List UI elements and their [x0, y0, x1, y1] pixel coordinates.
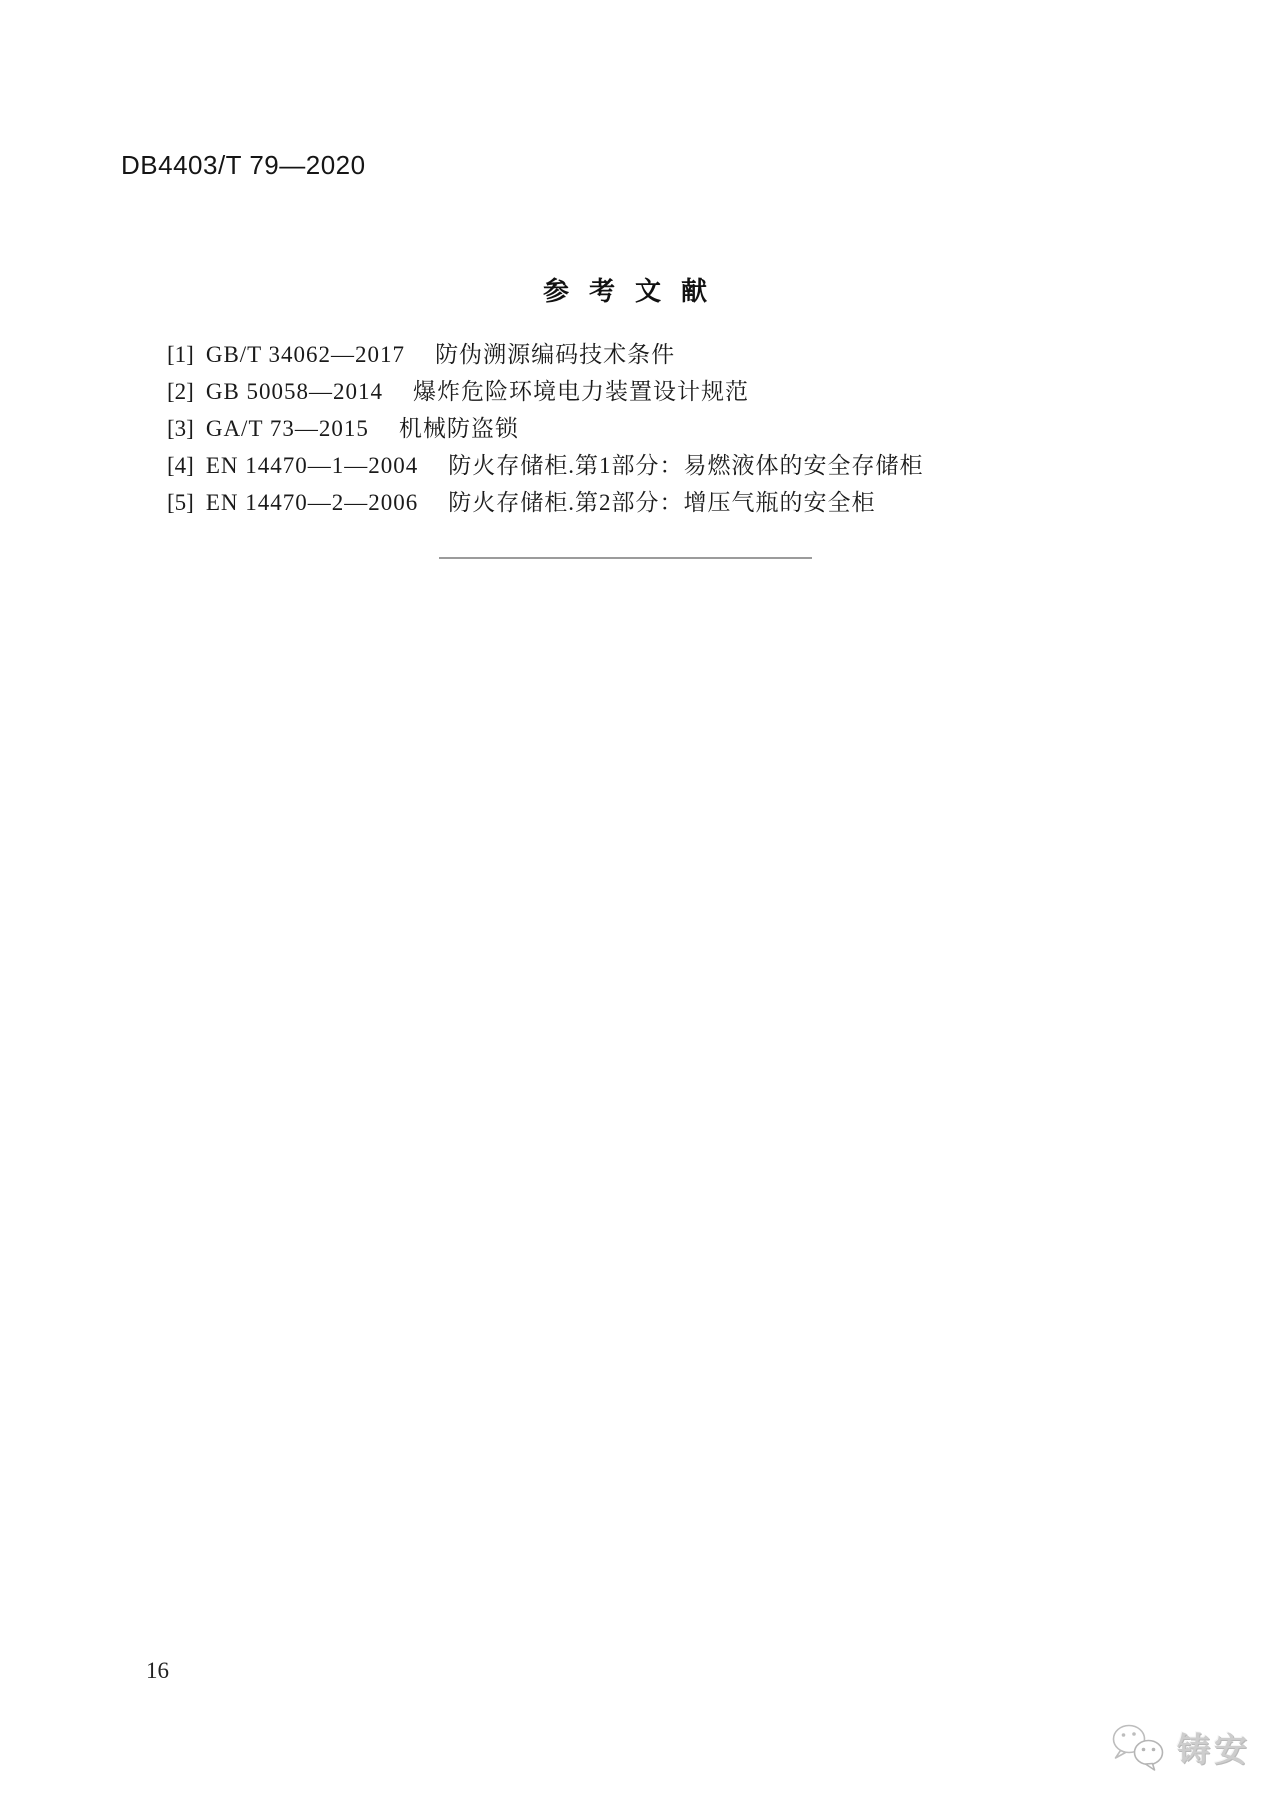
publisher-watermark: [1110, 1722, 1251, 1772]
reference-index: [1]: [167, 342, 194, 367]
section-title-references: 参考文献: [543, 277, 728, 307]
reference-item: [167, 410, 924, 447]
reference-list: [167, 336, 924, 521]
page-number: 16: [146, 1658, 169, 1683]
reference-item: [167, 447, 924, 484]
reference-standard-code: EN 14470—2—2006: [205, 490, 419, 515]
reference-standard-code: GA/T 73—2015: [205, 416, 369, 441]
reference-item: [167, 336, 924, 373]
reference-title: 爆炸危险环境电力装置设计规范: [413, 379, 750, 404]
reference-title: 防火存储柜.第1部分：易燃液体的安全存储柜: [448, 453, 924, 478]
reference-title: 机械防盗锁: [398, 416, 519, 441]
reference-title: 防火存储柜.第2部分：增压气瓶的安全柜: [448, 490, 876, 515]
reference-item: [167, 484, 924, 521]
wechat-chat-bubbles-icon: [1110, 1722, 1168, 1772]
reference-index: [5]: [167, 490, 194, 515]
reference-standard-code: GB 50058—2014: [205, 379, 384, 404]
watermark-label: 铸安: [1177, 1729, 1251, 1769]
reference-index: [4]: [167, 453, 194, 478]
reference-standard-code: GB/T 34062—2017: [205, 342, 406, 367]
standard-number-header: DB4403/T 79—2020: [121, 150, 366, 180]
reference-standard-code: EN 14470—1—2004: [205, 453, 419, 478]
end-of-document-divider: [439, 557, 812, 559]
reference-index: [3]: [167, 416, 194, 441]
reference-title: 防伪溯源编码技术条件: [435, 342, 676, 367]
reference-index: [2]: [167, 379, 194, 404]
reference-item: [167, 373, 924, 410]
